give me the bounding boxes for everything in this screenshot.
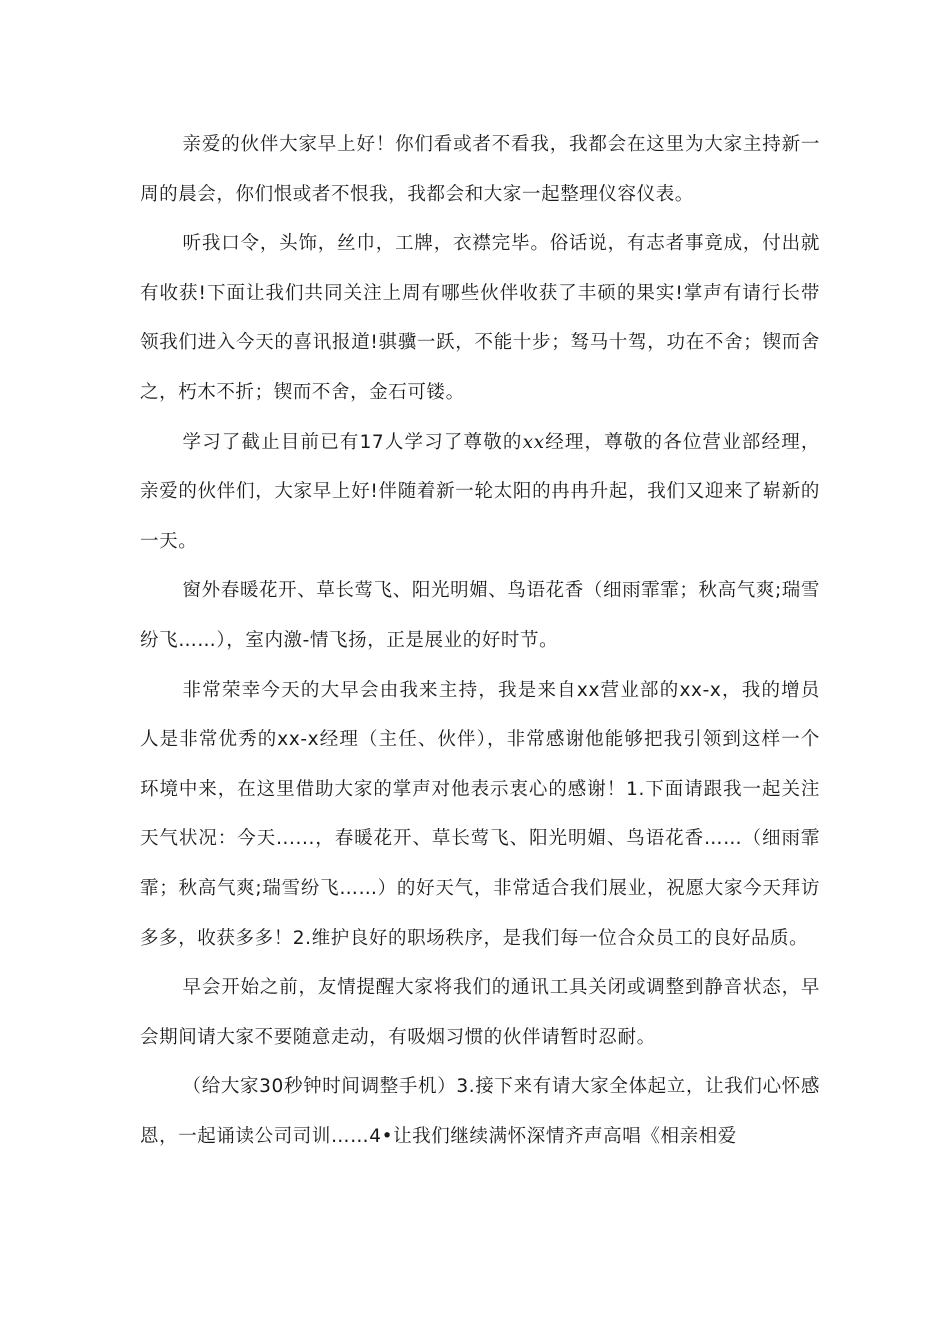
document-body bbox=[140, 120, 820, 1161]
paragraph-welcome-before: 学习了截止目前已有17人学习了尊敬的 bbox=[182, 431, 523, 453]
paragraph-welcome-manager bbox=[140, 418, 820, 567]
paragraph-roll-call: 听我口令，头饰，丝巾，工牌，衣襟完毕。俗话说，有志者事竟成，付出就有收获!下面让我们共同关注上周有哪些伙伴收获了丰硕的果实!掌声有请行长带领我们进入今天的喜讯报道!骐骥一跃，不能十步；驽马十驾，功在不舍；锲而舍之，朽木不折；锲而不舍，金石可镂。 bbox=[140, 233, 820, 403]
paragraph-greeting: 亲爱的伙伴大家早上好！你们看或者不看我，我都会在这里为大家主持新一周的晨会，你们恨或者不恨我，我都会和大家一起整理仪容仪表。 bbox=[140, 134, 820, 205]
paragraph-welcome-italic: xx bbox=[522, 431, 545, 453]
paragraph-stand-up: （给大家30秒钟时间调整手机）3.接下来有请大家全体起立，让我们心怀感恩，一起诵读公司司训……4•让我们继续满怀深情齐声高唱《相亲相爱 bbox=[140, 1076, 820, 1147]
paragraph-host-intro: 非常荣幸今天的大早会由我来主持，我是来自xx营业部的xx-x，我的增员人是非常优秀的xx-x经理（主任、伙伴），非常感谢他能够把我引领到这样一个环境中来，在这里借助大家的掌声对他表示衷心的感谢！1.下面请跟我一起关注天气状况：今天......，春暖花开、草长莺飞、阳光明媚、鸟语花香……（细雨霏霏；秋高气爽;瑞雪纷飞……）的好天气，非常适合我们展业，祝愿大家今天拜访多多，收获多多！2.维护良好的职场秩序，是我们每一位合众员工的良好品质。 bbox=[140, 679, 820, 949]
paragraph-season: 窗外春暖花开、草长莺飞、阳光明媚、鸟语花香（细雨霏霏；秋高气爽;瑞雪纷飞……），室内激-情飞扬，正是展业的好时节。 bbox=[140, 580, 820, 651]
paragraph-phone-reminder: 早会开始之前，友情提醒大家将我们的通讯工具关闭或调整到静音状态，早会期间请大家不要随意走动，有吸烟习惯的伙伴请暂时忍耐。 bbox=[140, 977, 820, 1048]
paragraph-welcome-after: 经理，尊敬的各位营业部经理，亲爱的伙伴们，大家早上好!伴随着新一轮太阳的冉冉升起，我们又迎来了崭新的一天。 bbox=[140, 431, 821, 552]
